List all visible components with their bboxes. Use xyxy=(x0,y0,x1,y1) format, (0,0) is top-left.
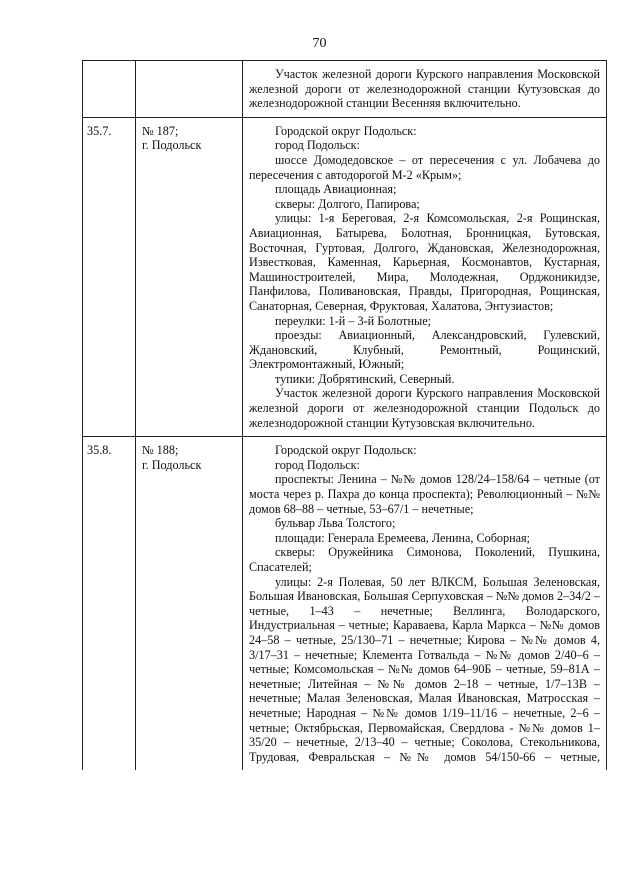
description-paragraph: проезды: Авиационный, Александровский, Гулевский, Ждановский, Клубный, Ремонтный, Рощинский, Электромонтажный, Южный; xyxy=(249,328,600,372)
table-row xyxy=(83,117,607,436)
description-paragraph: бульвар Льва Толстого; xyxy=(275,516,396,531)
row-number: 35.8. xyxy=(87,443,112,458)
district-cell xyxy=(136,117,243,436)
document-table xyxy=(82,60,607,770)
description-paragraph: скверы: Долгого, Папирова; xyxy=(275,196,420,211)
district-line: № 188; xyxy=(142,443,179,458)
table-row xyxy=(83,61,607,118)
description-paragraph: город Подольск: xyxy=(275,138,360,153)
district-line: г. Подольск xyxy=(142,457,202,472)
description-paragraph: Участок железной дороги Курского направления Московской железной дороги от железнодорожной станции Кутузовская до железнодорожной станции Весенняя включительно. xyxy=(249,67,600,111)
description-paragraph: проспекты: Ленина – №№ домов 128/24–158/64 – четные (от моста через р. Пахра до конца проспекта); Революционный – №№ домов 68–88 – четные, 53–67/1 – нечетные; xyxy=(249,472,600,516)
description-paragraph: Участок железной дороги Курского направления Московской железной дороги от железнодорожной станции Подольск до железнодорожной станции Кутузовская включительно. xyxy=(249,386,600,430)
description-paragraph: тупики: Добрятинский, Северный. xyxy=(275,371,455,386)
description-paragraph: улицы: 2-я Полевая, 50 лет ВЛКСМ, Большая Зеленовская, Большая Ивановская, Большая Серпуховская – №№ домов 2–34/2 – четные, 1–43 – нечетные; Веллинга, Володарского, Индустриальная – четные; Караваева, Карла Маркса – №№ домов 24–58 – четные, 25/130–71 – нечетные; Кирова – №№ домов 4, 3/17–31 – нечетные; Клемента Готвальда – №№ домов 2/40–6 – четные; Комсомольская – №№ домов 64–90Б – четные, 59–81А – нечетные; Литейная – №№ домов 2–18 – четные, 1/7–13В – нечетные; Малая Зеленовская, Малая Ивановская, Матросская – нечетные; Народная – №№ домов 1/19–11/16 – нечетные, 2–6 – четные; Октябрьская, Первомайская, Свердлова - №№ домов 1–35/20 – нечетные, 2/13–40 – четные; Соколова, Стекольникова, Трудовая, Февральская – №№ домов 54/150-66 – четные, xyxy=(249,574,600,764)
description-cell xyxy=(243,437,607,771)
row-number-cell xyxy=(83,117,136,436)
row-number-cell xyxy=(83,437,136,771)
description-paragraph: Городской округ Подольск: xyxy=(275,443,417,458)
description-paragraph: скверы: Оружейника Симонова, Поколений, Пушкина, Спасателей; xyxy=(249,545,600,574)
row-number-cell xyxy=(83,61,136,118)
description-paragraph: площадь Авиационная; xyxy=(275,182,397,197)
description-cell xyxy=(243,117,607,436)
district-line: г. Подольск xyxy=(142,138,202,153)
description-cell xyxy=(243,61,607,118)
district-cell xyxy=(136,61,243,118)
district-line: № 187; xyxy=(142,123,179,138)
table-row xyxy=(83,437,607,771)
row-number: 35.7. xyxy=(87,123,112,138)
description-paragraph: Городской округ Подольск: xyxy=(275,123,417,138)
description-paragraph: переулки: 1-й – 3-й Болотные; xyxy=(275,313,432,328)
description-paragraph: улицы: 1-я Береговая, 2-я Комсомольская, 2-я Рощинская, Авиационная, Батырева, Болотная, Бронницкая, Бутовская, Восточная, Гуртовая, Долгого, Ждановская, Железнодорожная, Известковая, Каменная, Карьерная, Космонавтов, Кустарная, Машиностроителей, Мира, Молодежная, Орджоникидзе, Панфилова, Поливановская, Правды, Пригородная, Рощинская, Санаторная, Северная, Фруктовая, Халатова, Энтузиастов; xyxy=(249,211,600,313)
description-paragraph: город Подольск: xyxy=(275,457,360,472)
district-cell xyxy=(136,437,243,771)
description-paragraph: шоссе Домодедовское – от пересечения с ул. Лобачева до пересечения с автодорогой М-2 «Крым»; xyxy=(249,152,600,182)
page-number: 70 xyxy=(312,36,327,51)
description-paragraph: площади: Генерала Еремеева, Ленина, Соборная; xyxy=(275,530,531,545)
